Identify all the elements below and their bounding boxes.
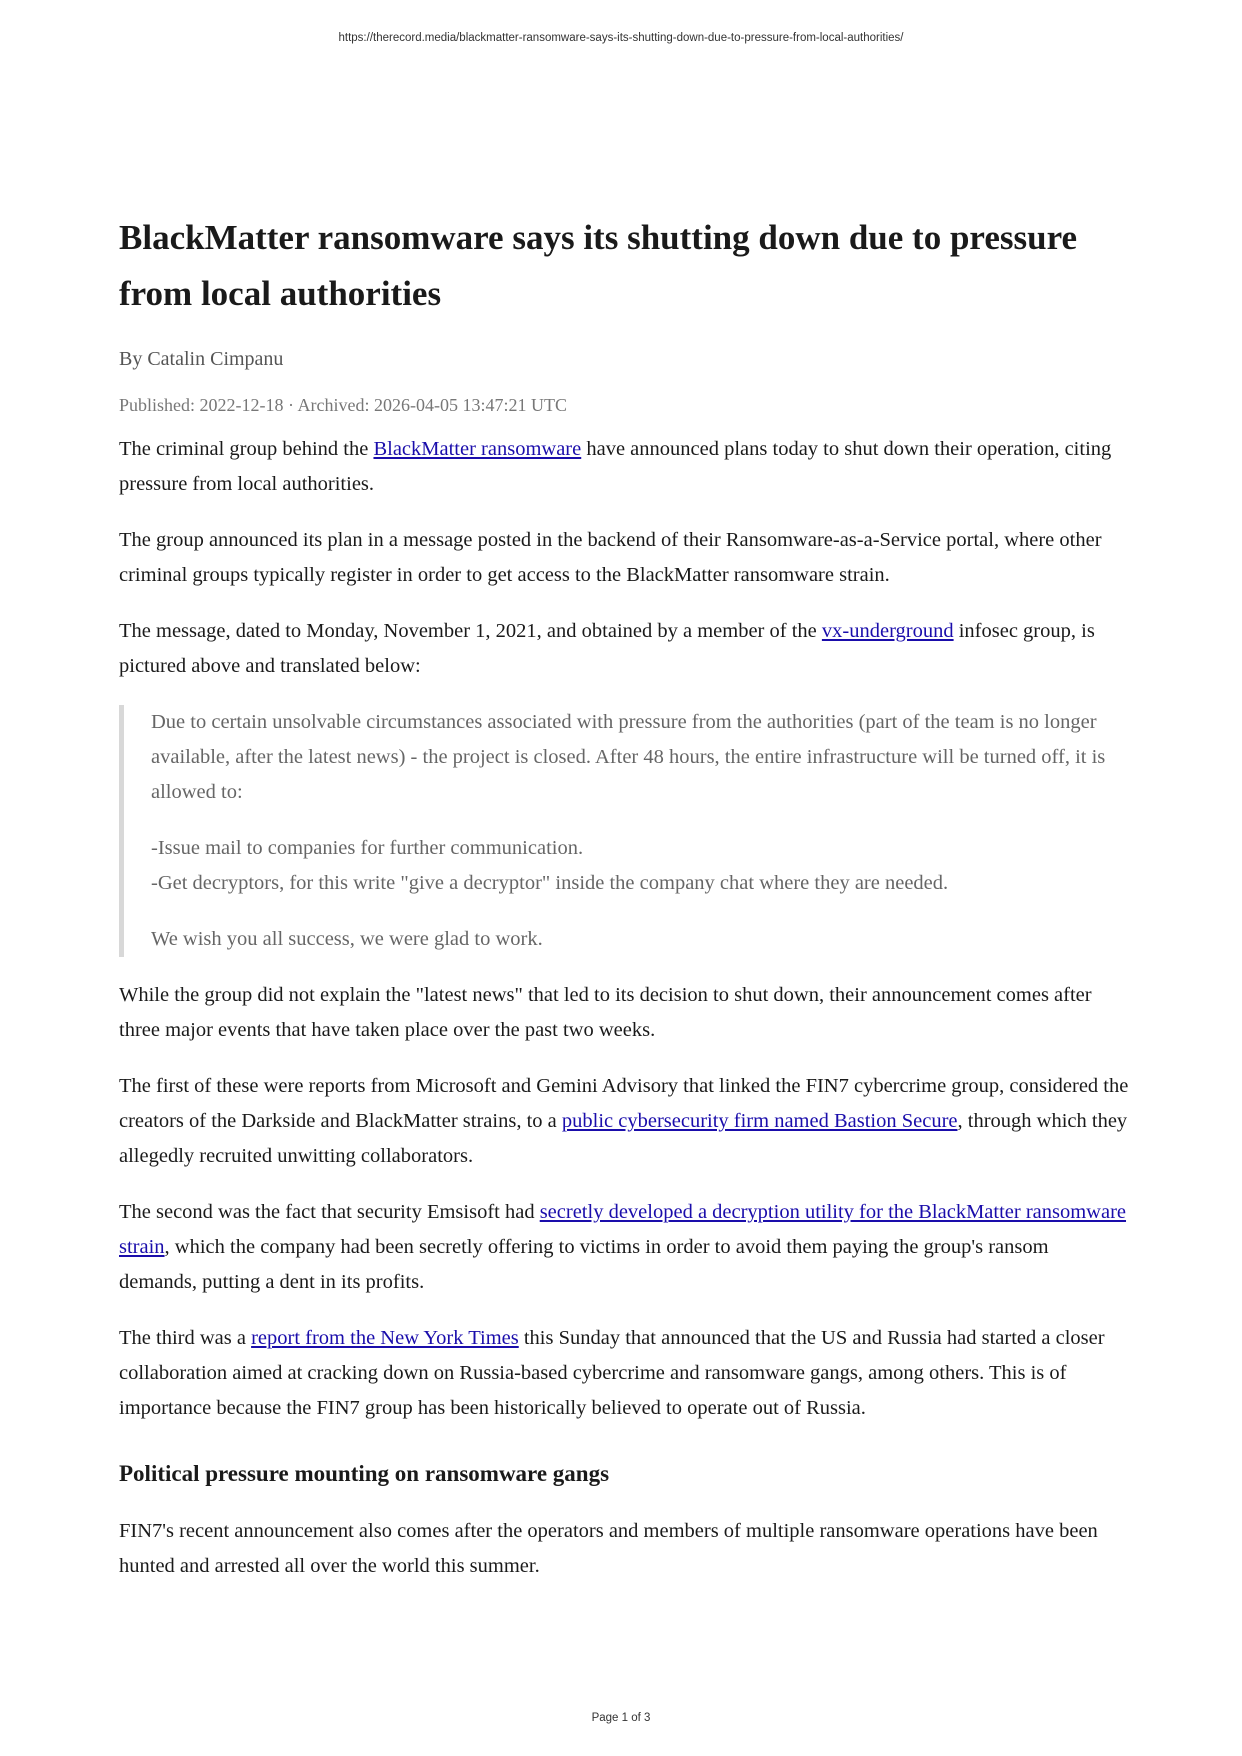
paragraph-1 <box>119 432 1129 502</box>
paragraph-8: FIN7's recent announcement also comes after the operators and members of multiple ransomware operations have been hunted and arrested all over the world this summer. <box>119 1520 1098 1577</box>
paragraph-6 <box>119 1195 1129 1300</box>
quote-paragraph-2 <box>151 831 1129 901</box>
article <box>119 210 1129 1584</box>
text: infosec group, is pictured above and translated below: <box>119 620 1095 677</box>
page-url-header: https://therecord.media/blackmatter-ransomware-says-its-shutting-down-due-to-pressure-from-local-authorities/ <box>338 32 904 44</box>
translated-message-quote <box>119 705 1129 957</box>
paragraph-2: The group announced its plan in a message posted in the backend of their Ransomware-as-a-Service portal, where other criminal groups typically register in order to get access to the BlackMatter ransomware strain. <box>119 529 1102 586</box>
article-title: BlackMatter ransomware says its shutting down due to pressure from local authorities <box>119 218 1078 313</box>
text: The second was the fact that security Emsisoft had <box>119 1201 540 1223</box>
bastion-secure-link[interactable]: public cybersecurity firm named Bastion Secure <box>561 1110 958 1132</box>
publish-meta: Published: 2022-12-18 · Archived: 2026-04-05 13:47:21 UTC <box>119 395 567 415</box>
text: have announced plans today to shut down their operation, citing pressure from local authorities. <box>119 438 1112 495</box>
text: The third was a <box>119 1327 252 1349</box>
byline: By Catalin Cimpanu <box>119 348 284 370</box>
quote-paragraph-1: Due to certain unsolvable circumstances associated with pressure from the authorities (part of the team is no longer available, after the latest news) - the project is closed. After 48 hours, the entire infrastructure will be turned off, it is allowed to: <box>151 711 1106 803</box>
text: The criminal group behind the <box>119 438 374 460</box>
section-heading: Political pressure mounting on ransomware gangs <box>119 1461 610 1486</box>
text: The message, dated to Monday, November 1, 2021, and obtained by a member of the <box>119 620 822 642</box>
nyt-report-link[interactable]: report from the New York Times <box>251 1327 519 1349</box>
paragraph-4: While the group did not explain the "latest news" that led to its decision to shut down, their announcement comes after three major events that have taken place over the past two weeks. <box>119 984 1092 1041</box>
vx-underground-link[interactable]: vx-underground <box>821 620 954 642</box>
quote-line-get-decryptors: -Get decryptors, for this write "give a decryptor" inside the company chat where they are needed. <box>151 872 949 894</box>
text: , which the company had been secretly offering to victims in order to avoid them paying the group's ransom demands, putting a dent in its profits. <box>119 1236 1049 1293</box>
text: The first of these were reports from Microsoft and Gemini Advisory that linked the FIN7 cybercrime group, considered the creators of the Darkside and BlackMatter strains, to a <box>119 1075 1129 1132</box>
quote-line-issue-mail: -Issue mail to companies for further communication. <box>151 837 584 859</box>
paragraph-3 <box>119 614 1129 684</box>
text: this Sunday that announced that the US and Russia had started a closer collaboration aimed at cracking down on Russia-based cybercrime and ransomware gangs, among others. This is of importance because the FIN7 group has been historically believed to operate out of Russia. <box>119 1327 1105 1419</box>
paragraph-5 <box>119 1069 1129 1174</box>
paragraph-7 <box>119 1321 1129 1426</box>
emsisoft-decryptor-link[interactable]: secretly developed a decryption utility for the BlackMatter ransomware strain <box>119 1201 1127 1258</box>
quote-paragraph-3: We wish you all success, we were glad to work. <box>151 928 543 950</box>
page-number: Page 1 of 3 <box>591 1712 651 1724</box>
blackmatter-ransomware-link[interactable]: BlackMatter ransomware <box>373 438 582 460</box>
article-body <box>119 432 1129 1584</box>
text: , through which they allegedly recruited unwitting collaborators. <box>119 1110 1128 1167</box>
